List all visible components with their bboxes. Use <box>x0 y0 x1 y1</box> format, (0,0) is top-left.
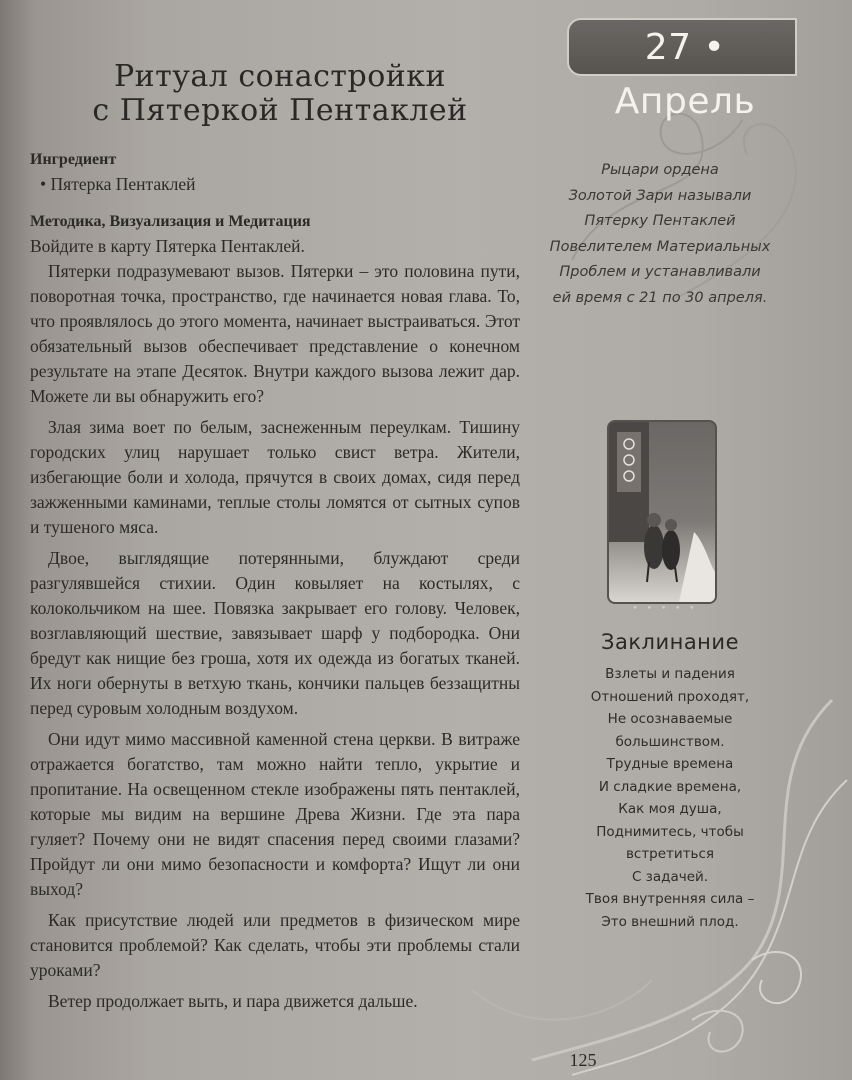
method-heading: Методика, Визуализация и Медитация <box>30 213 311 230</box>
incantation-verse <box>560 663 780 933</box>
method-paragraph: Пятерки подразумевают вызов. Пятерки – это половина пути, поворотная точка, пространство, где начинается новая глава. То, что проявлялось до этого момента, начинает выстраиваться. Этот обязательный вызов обеспечивает представление о конечном результате на этапе Десяток. Внутри каждого вызова лежит дар. Можете ли вы обнаружить его? <box>30 261 520 406</box>
incantation-line: Не осознаваемые <box>607 711 733 727</box>
main-text-column <box>30 147 520 1014</box>
tarot-card-image <box>607 420 717 604</box>
incantation-line: Поднимитесь, чтобы <box>596 823 744 840</box>
incantation-line: С задачей. <box>631 868 709 885</box>
sidebar-quote-line: Рыцари ордена <box>601 162 719 178</box>
five-of-pentacles-icon <box>609 422 715 602</box>
header-date: 27 • Апрель <box>614 27 756 122</box>
page-title-line-2: с Пятеркой Пентаклей <box>92 93 468 128</box>
incantation-line: Это внешний плод. <box>601 913 739 930</box>
sidebar-quote <box>540 158 780 311</box>
page-title-line-1: Ритуал сонастройки <box>113 59 447 94</box>
method-paragraph: Двое, выглядящие потерянными, блуждают среди разгулявшейся стихии. Один ковыляет на костылях, с колокольчиком на шее. Повязка закрывает его голову. Человек, возглавляющий шествие, завязывает шарф у подбородка. Они бредут как нищие без гроша, хотя их одежда из богатых тканей. Их ноги обернуты в ветхую ткань, кончики пальцев беззащитны перед суровым холодным воздухом. <box>30 548 520 718</box>
incantation-line: Твоя внутренняя сила – <box>585 891 755 907</box>
incantation-line: встретиться <box>625 846 715 862</box>
method-paragraph: Они идут мимо массивной каменной стена церкви. В витраже отражается богатство, там можно найти тепло, укрытие и пропитание. На освещенном стекле изображены пять пентаклей, которые мы видим на вершине Древа Жизни. Где эта пара гуляет? Почему они не видят спасения перед своими глазами? Пройдут ли они мимо безопасности и комфорта? Ищут ли они выход? <box>30 729 520 899</box>
ingredient-item: • Пятерка Пентаклей <box>40 174 196 194</box>
sidebar-quote-line: Повелителем Материальных <box>549 238 771 255</box>
incantation-line: И сладкие времена, <box>598 778 742 795</box>
incantation-line: Взлеты и падения <box>605 666 735 682</box>
sidebar-quote-line: Пятерку Пентаклей <box>584 213 736 229</box>
method-paragraph: Как присутствие людей или предметов в физическом мире становится проблемой? Как сделать, чтобы эти проблемы стали уроками? <box>30 910 520 980</box>
method-paragraph: Злая зима воет по белым, заснеженным переулкам. Тишину городских улиц нарушает только свист ветра. Жители, избегающие боли и холода, прячутся в своих домах, сидя перед зажженными каминами, теплые столы ломятся от сытных супов и тушеного мяса. <box>30 417 520 537</box>
sidebar-quote-line: ей время с 21 по 30 апреля. <box>552 289 768 306</box>
sidebar-quote-line: Проблем и устанавливали <box>559 264 761 280</box>
incantation-line: большинством. <box>615 733 725 750</box>
method-paragraph: Ветер продолжает выть, и пара движется дальше. <box>48 991 418 1011</box>
page-number: 125 <box>569 1050 597 1070</box>
card-dots-ornament: • • • • • <box>632 604 698 614</box>
incantation-line: Как моя душа, <box>618 801 722 817</box>
incantation-line: Трудные времена <box>606 756 734 772</box>
page-title <box>90 60 470 128</box>
sidebar-quote-line: Золотой Зари называли <box>568 187 752 204</box>
method-paragraph: Войдите в карту Пятерка Пентаклей. <box>30 236 305 256</box>
incantation-title: Заклинание <box>601 630 739 654</box>
incantation-line: Отношений проходят, <box>590 688 750 705</box>
ingredient-heading: Ингредиент <box>30 151 117 168</box>
